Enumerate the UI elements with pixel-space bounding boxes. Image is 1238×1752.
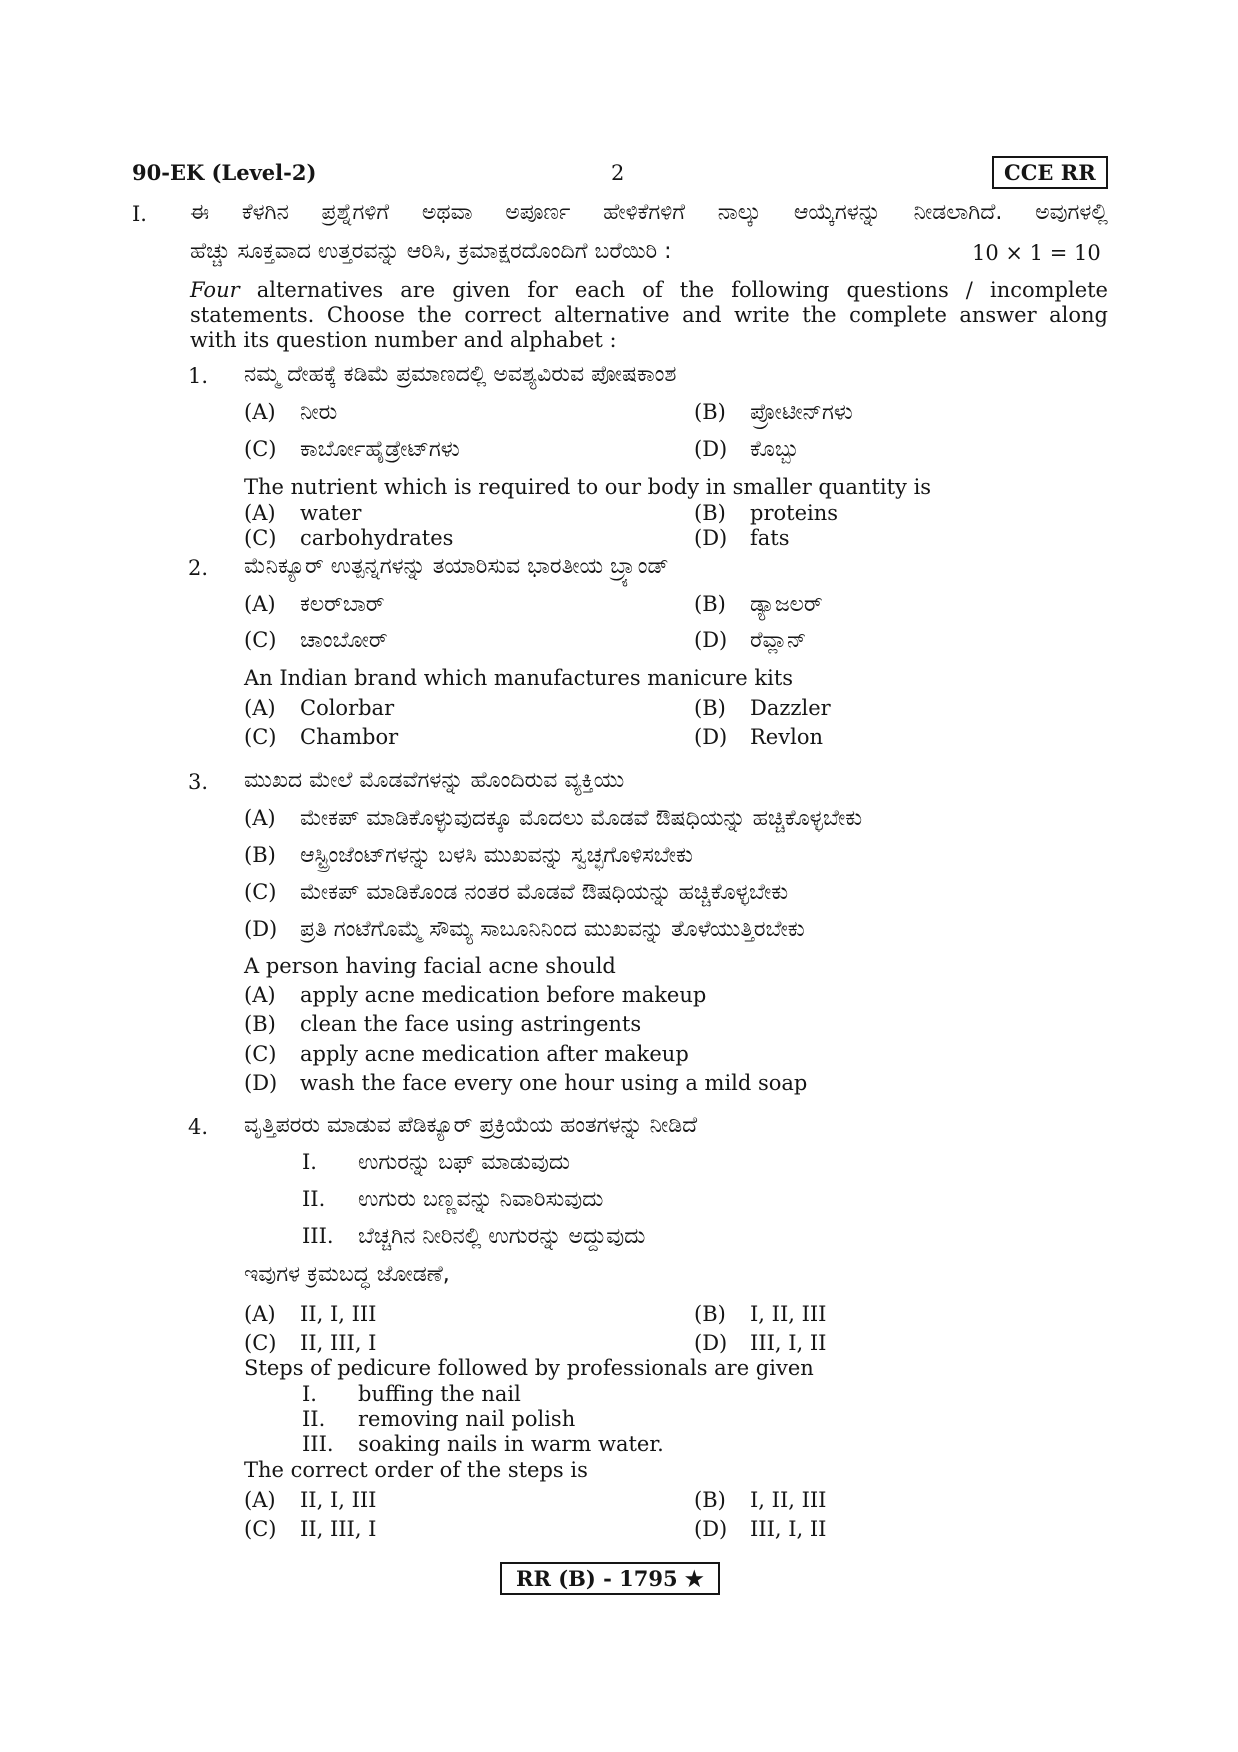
section-numeral: I. [132,202,147,226]
option-english: (C) carbohydrates [244,526,454,550]
option-english: (D) III, I, II [694,1517,827,1541]
question-number: 3. [188,770,209,794]
instruction-english [190,278,1108,353]
option-kannada: (D) ಪ್ರತಿ ಗಂಟೆಗೊಮ್ಮೆ ಸೌಮ್ಯ ಸಾಬೂನಿನಿಂದ ಮುಖವನ್ನು ತೊಳೆಯುತ್ತಿರಬೇಕು [244,917,805,942]
option-kannada: (C) ಮೇಕಪ್ ಮಾಡಿಕೊಂಡ ನಂತರ ಮೊಡವೆ ಔಷಧಿಯನ್ನು ಹಚ್ಚಿಕೊಳ್ಳಬೇಕು [244,880,789,905]
question-english: The nutrient which is required to our body in smaller quantity is [244,475,932,499]
instruction-kannada-line-2: ಹೆಚ್ಚು ಸೂಕ್ತವಾದ ಉತ್ತರವನ್ನು ಆರಿಸಿ, ಕ್ರಮಾಕ್ಷರದೊಂದಿಗೆ ಬರೆಯಿರಿ : [190,239,672,264]
question-english: Steps of pedicure followed by professionals are given [244,1356,814,1380]
instruction-english-line-2: statements. Choose the correct alternative and write the complete answer along [190,303,1108,327]
option-kannada: (D) III, I, II [694,1331,827,1355]
step-kannada: III. ಬೆಚ್ಚಗಿನ ನೀರಿನಲ್ಲಿ ಉಗುರನ್ನು ಅದ್ದುವುದು [302,1224,646,1249]
question-number: 1. [188,364,209,388]
option-kannada: (A) II, I, III [244,1302,377,1326]
option-english: (B) proteins [694,501,839,525]
option-english: (C) II, III, I [244,1517,377,1541]
option-english: (C) Chambor [244,725,399,749]
option-english: (B) I, II, III [694,1488,827,1512]
option-english: (A) II, I, III [244,1488,377,1512]
option-english: (D) Revlon [694,725,823,749]
step-english: II. removing nail polish [302,1407,576,1431]
option-english: (D) fats [694,526,790,550]
option-kannada: (D) ರೆವ್ಲಾನ್ [694,628,807,653]
marks-allocation: 10 × 1 = 10 [972,241,1101,265]
question-number: 4. [188,1115,209,1139]
page-number: 2 [611,161,625,185]
question-kannada: ಮೆನಿಕ್ಯೂರ್ ಉತ್ಪನ್ನಗಳನ್ನು ತಯಾರಿಸುವ ಭಾರತೀಯ ಬ್ರ್ಯಾಂಡ್ [244,554,669,579]
instruction-kannada-line-1: ಈ ಕೆಳಗಿನ ಪ್ರಶ್ನೆಗಳಿಗೆ ಅಥವಾ ಅಪೂರ್ಣ ಹೇಳಿಕೆಗಳಿಗೆ ನಾಲ್ಕು ಆಯ್ಕೆಗಳನ್ನು ನೀಡಲಾಗಿದೆ. ಅವುಗಳಲ್ಲಿ [190,200,1108,225]
option-kannada: (B) ಡ್ಯಾಜಲರ್ [694,592,823,617]
instruction-english-line-1: Four alternatives are given for each of the following questions / incomplete [190,278,1108,302]
option-english: (C) apply acne medication after makeup [244,1042,689,1066]
paper-code: 90-EK (Level-2) [132,160,317,185]
option-kannada: (A) ಕಲರ್‌ಬಾರ್ [244,592,385,617]
option-english: (D) wash the face every one hour using a mild soap [244,1071,808,1095]
option-kannada: (A) ಮೇಕಪ್ ಮಾಡಿಕೊಳ್ಳುವುದಕ್ಕೂ ಮೊದಲು ಮೊಡವೆ ಔಷಧಿಯನ್ನು ಹಚ್ಚಿಕೊಳ್ಳಬೇಕು [244,806,863,831]
order-prompt-english: The correct order of the steps is [244,1458,588,1482]
option-kannada: (C) ಕಾರ್ಬೋಹೈಡ್ರೇಟ್‌ಗಳು [244,437,460,462]
footer-code-box: RR (B) - 1795 ★ [500,1562,720,1595]
instruction-english-line-3: with its question number and alphabet : [190,328,617,352]
question-kannada: ಮುಖದ ಮೇಲೆ ಮೊಡವೆಗಳನ್ನು ಹೊಂದಿರುವ ವ್ಯಕ್ತಿಯು [244,768,625,793]
step-english: III. soaking nails in warm water. [302,1432,664,1456]
option-kannada: (B) ಪ್ರೋಟೀನ್‌ಗಳು [694,400,853,425]
option-english: (A) water [244,501,362,525]
step-english: I. buffing the nail [302,1382,521,1406]
order-prompt-kannada: ಇವುಗಳ ಕ್ರಮಬದ್ಧ ಜೋಡಣೆ, [244,1262,450,1287]
option-kannada: (B) I, II, III [694,1302,827,1326]
option-kannada: (C) ಚಾಂಬೋರ್ [244,628,388,653]
question-kannada: ನಮ್ಮ ದೇಹಕ್ಕೆ ಕಡಿಮೆ ಪ್ರಮಾಣದಲ್ಲಿ ಅವಶ್ಯವಿರುವ ಪೋಷಕಾಂಶ [244,362,677,387]
step-kannada: I. ಉಗುರನ್ನು ಬಫ್ ಮಾಡುವುದು [302,1150,571,1175]
option-english: (A) Colorbar [244,696,395,720]
question-english: A person having facial acne should [244,954,616,978]
question-english: An Indian brand which manufactures manicure kits [244,666,794,690]
option-english: (A) apply acne medication before makeup [244,983,707,1007]
option-kannada: (C) II, III, I [244,1331,377,1355]
option-kannada: (B) ಆಸ್ಟ್ರಿಂಜೆಂಟ್‌ಗಳನ್ನು ಬಳಸಿ ಮುಖವನ್ನು ಸ್ವಚ್ಛಗೊಳಿಸಬೇಕು [244,843,693,868]
option-kannada: (D) ಕೊಬ್ಬು [694,437,800,462]
option-english: (B) clean the face using astringents [244,1012,642,1036]
question-number: 2. [188,556,209,580]
option-kannada: (A) ನೀರು [244,400,338,425]
step-kannada: II. ಉಗುರು ಬಣ್ಣವನ್ನು ನಿವಾರಿಸುವುದು [302,1187,604,1212]
scheme-badge: CCE RR [992,156,1108,189]
option-english: (B) Dazzler [694,696,831,720]
question-kannada: ವೃತ್ತಿಪರರು ಮಾಡುವ ಪೆಡಿಕ್ಯೂರ್ ಪ್ರಕ್ರಿಯೆಯ ಹಂತಗಳನ್ನು ನೀಡಿದೆ [244,1113,698,1138]
